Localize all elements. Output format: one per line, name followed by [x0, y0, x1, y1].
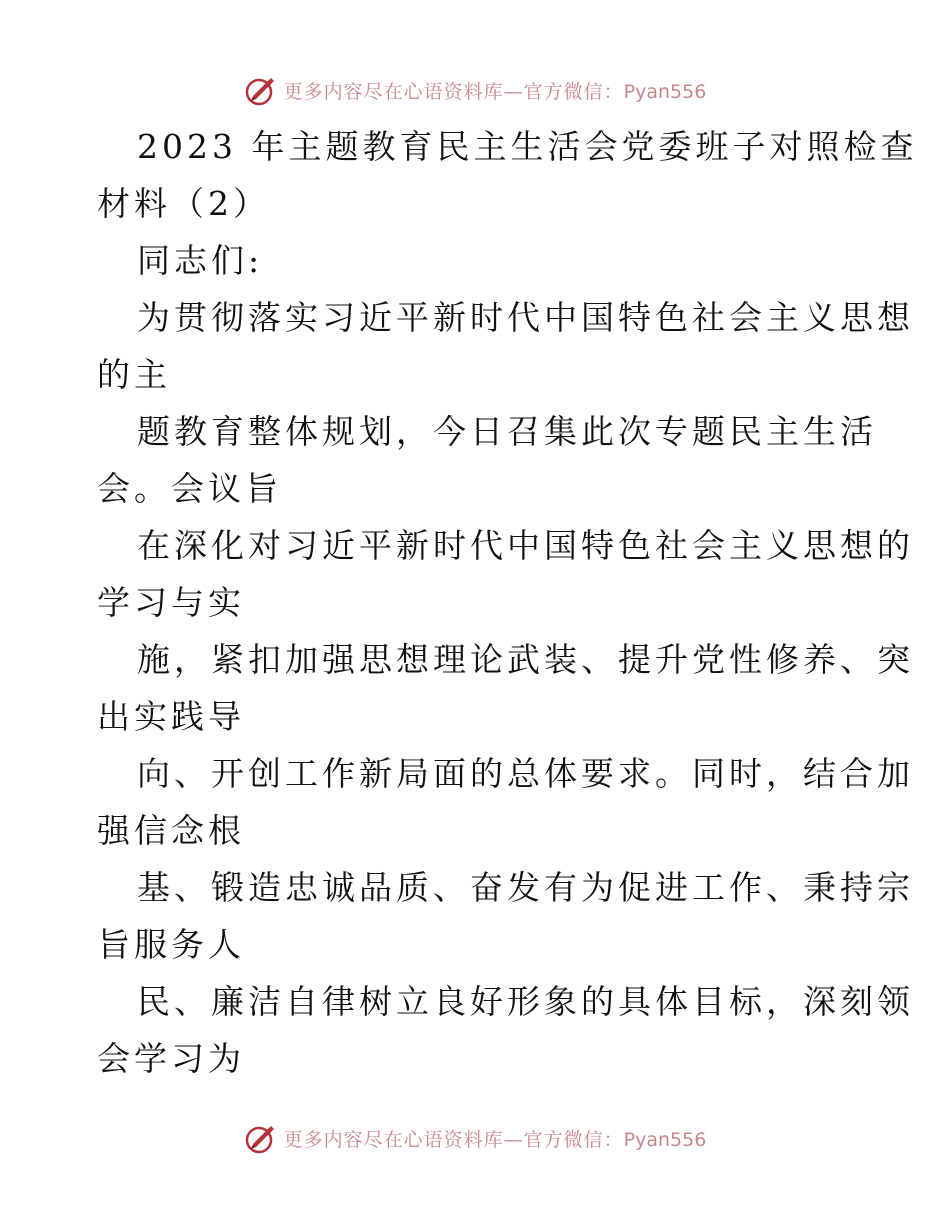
watermark-wechat-id: Pyan556 — [623, 80, 707, 103]
text-line: 的主 — [97, 355, 171, 394]
quill-logo-icon — [244, 73, 278, 107]
text-line: 向、开创工作新局面的总体要求。同时，结合加 — [137, 754, 914, 793]
watermark-wechat-id: Pyan556 — [623, 1128, 707, 1151]
text-line: 为贯彻落实习近平新时代中国特色社会主义思想 — [137, 298, 914, 337]
text-line: 施，紧扣加强思想理论武装、提升党性修养、突 — [137, 640, 914, 679]
quill-logo-icon — [244, 1121, 278, 1155]
text-line: 强信念根 — [97, 811, 245, 850]
text-line: 同志们: — [137, 241, 264, 280]
text-line: 会。会议旨 — [97, 469, 282, 508]
text-line: 题教育整体规划，今日召集此次专题民主生活 — [137, 412, 877, 451]
footer-watermark — [0, 1118, 950, 1158]
text-line: 基、锻造忠诚品质、奋发有为促进工作、秉持宗 — [137, 868, 914, 907]
text-line: 民、廉洁自律树立良好形象的具体目标，深刻领 — [137, 982, 914, 1021]
text-line: 旨服务人 — [97, 925, 245, 964]
header-watermark — [0, 70, 950, 110]
text-line: 在深化对习近平新时代中国特色社会主义思想的 — [137, 526, 914, 565]
text-line: 会学习为 — [97, 1039, 245, 1078]
text-line: 学习与实 — [97, 583, 245, 622]
text-line: 2023 年主题教育民主生活会党委班子对照检查 — [137, 127, 918, 166]
watermark-site-text: 更多内容尽在心语资料库—官方微信： — [283, 1128, 624, 1151]
text-line: 材料（2） — [97, 184, 270, 223]
watermark-site-text: 更多内容尽在心语资料库—官方微信： — [283, 80, 624, 103]
text-line: 出实践导 — [97, 697, 245, 736]
document-body — [97, 118, 918, 1087]
